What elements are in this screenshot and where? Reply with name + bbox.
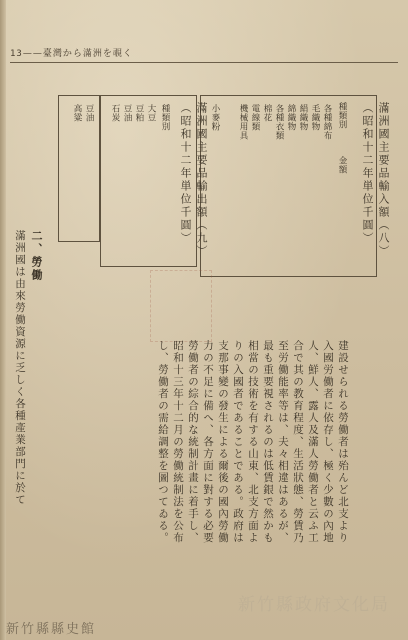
library-stamp	[150, 270, 212, 342]
archive-watermark: 新竹縣政府文化局	[238, 595, 390, 615]
import-col-header-amount: 金額	[337, 156, 347, 174]
export-col-header: 種類別	[160, 104, 170, 131]
export-item: 豆粕	[134, 104, 144, 122]
import-item: 電線類	[250, 104, 260, 131]
import-item: 各種綿布	[322, 104, 332, 140]
export-table	[100, 95, 208, 267]
running-title: ——臺灣から滿洲を覗く	[22, 49, 133, 59]
small-table-item: 豆油	[84, 104, 94, 122]
export-item: 石炭	[110, 104, 120, 122]
import-table-title: 滿洲國主要品輸入額（八）（昭和十二年単位千圓）	[361, 102, 390, 258]
section-heading: 二、勞働	[30, 230, 43, 282]
import-item: 小麥粉	[210, 104, 220, 131]
archive-signature: 新竹縣縣史館	[6, 622, 97, 637]
import-item: 絹織物	[298, 104, 308, 131]
export-table-title: 滿洲國主要品輸出額（九）（昭和十二年単位千圓）	[179, 102, 208, 258]
body-text: 建設せられる勞働者は殆んど北支より入國労働者に依存し、極く少數の內地人、鮮人、露人及滿人勞働者と云ふ工合で其の教育程度、生活狀態、勞賃乃至労働能率等は、夫々相違はあるが、最も重要視されるのは低賃銀で然かも相當の技術を有する山東、北支方面よりの入國者であることである。政府は支那事變の發生による爾後の國內勞働力の不足に備へ、各方面に對する必要勞働者の綜合的な統制計畫に着手し、昭和十三年十二月の勞働統制法を公布し、勞働者の需給調整を圖つてゐる。	[157, 340, 349, 544]
running-header	[10, 46, 390, 60]
import-item: 機械用具	[238, 104, 248, 140]
import-col-header-type: 種類別	[337, 102, 347, 129]
page-binding-edge	[0, 0, 6, 640]
import-table	[200, 95, 390, 277]
import-item: 棉花	[262, 104, 272, 122]
import-item: 綿織物	[286, 104, 296, 131]
small-table-item: 高粱	[72, 104, 82, 122]
small-table	[58, 95, 100, 242]
import-item: 毛織物	[310, 104, 320, 131]
header-rule	[10, 62, 398, 63]
import-item: 各種衣類	[274, 104, 284, 140]
page-number: 13	[10, 49, 23, 59]
export-item: 大豆	[146, 104, 156, 122]
export-item: 豆油	[122, 104, 132, 122]
section-first-line: 滿洲國は由來勞働資源に乏しく各種產業部門に於て	[14, 230, 26, 506]
